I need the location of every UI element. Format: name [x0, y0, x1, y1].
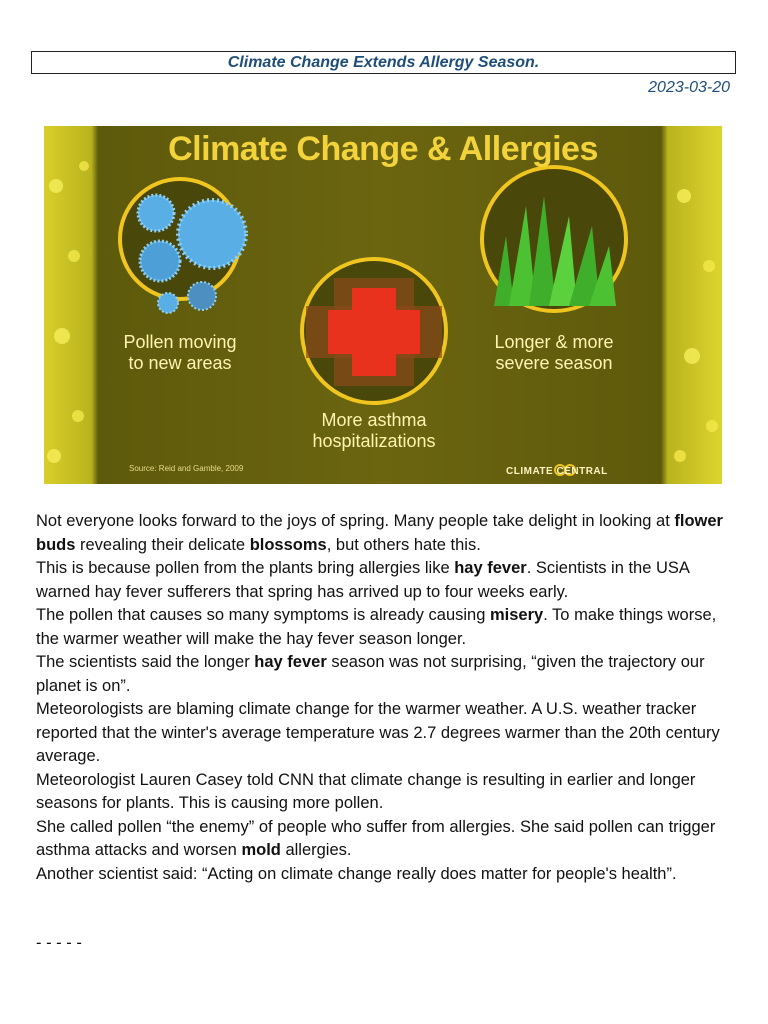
pollen-icon	[120, 179, 246, 313]
article-body	[36, 510, 736, 886]
infographic-image	[44, 126, 722, 484]
caption-asthma: More asthma hospitalizations	[312, 410, 436, 451]
paragraph-4: The scientists said the longer hay fever season was not surprising, “given the trajectory our planet is on”.	[36, 653, 705, 695]
infographic-title: Climate Change & Allergies	[168, 130, 598, 168]
grass-icon	[482, 167, 626, 311]
paragraph-8: Another scientist said: “Acting on climate change really does matter for people's health”.	[36, 864, 677, 883]
flower-field-left	[47, 161, 89, 463]
caption-pollen: Pollen moving to new areas	[123, 332, 237, 373]
article-title-box	[31, 51, 736, 74]
separator: - - - - -	[36, 934, 82, 952]
article-date: 2023-03-20	[648, 79, 730, 96]
paragraph-5: Meteorologists are blaming climate change for the warmer weather. A U.S. weather tracker reported that the winter's average temperature was 2.7 degrees warmer than the 20th century average.	[36, 700, 720, 765]
paragraph-6: Meteorologist Lauren Casey told CNN that climate change is resulting in earlier and longer seasons for plants. This is causing more pollen.	[36, 770, 696, 812]
flower-field-right	[674, 189, 718, 462]
infographic-source: Source: Reid and Gamble, 2009	[129, 464, 244, 473]
paragraph-1: Not everyone looks forward to the joys of spring. Many people take delight in looking at flower buds revealing their delicate blossoms, but others hate this.	[36, 512, 723, 554]
medical-cross-icon	[302, 259, 446, 403]
paragraph-3: The pollen that causes so many symptoms is already causing misery. To make things worse, the warmer weather will make the hay fever season longer.	[36, 606, 717, 648]
paragraph-7: She called pollen “the enemy” of people who suffer from allergies. She said pollen can trigger asthma attacks and worsen mold allergies.	[36, 817, 716, 859]
article-title: Climate Change Extends Allergy Season.	[227, 53, 540, 71]
infographic-brand: CLIMATE CENTRAL	[506, 466, 608, 477]
paragraph-2: This is because pollen from the plants bring allergies like hay fever. Scientists in the USA warned hay fever sufferers that spring has arrived up to four weeks early.	[36, 559, 690, 601]
caption-season: Longer & more severe season	[494, 332, 614, 373]
